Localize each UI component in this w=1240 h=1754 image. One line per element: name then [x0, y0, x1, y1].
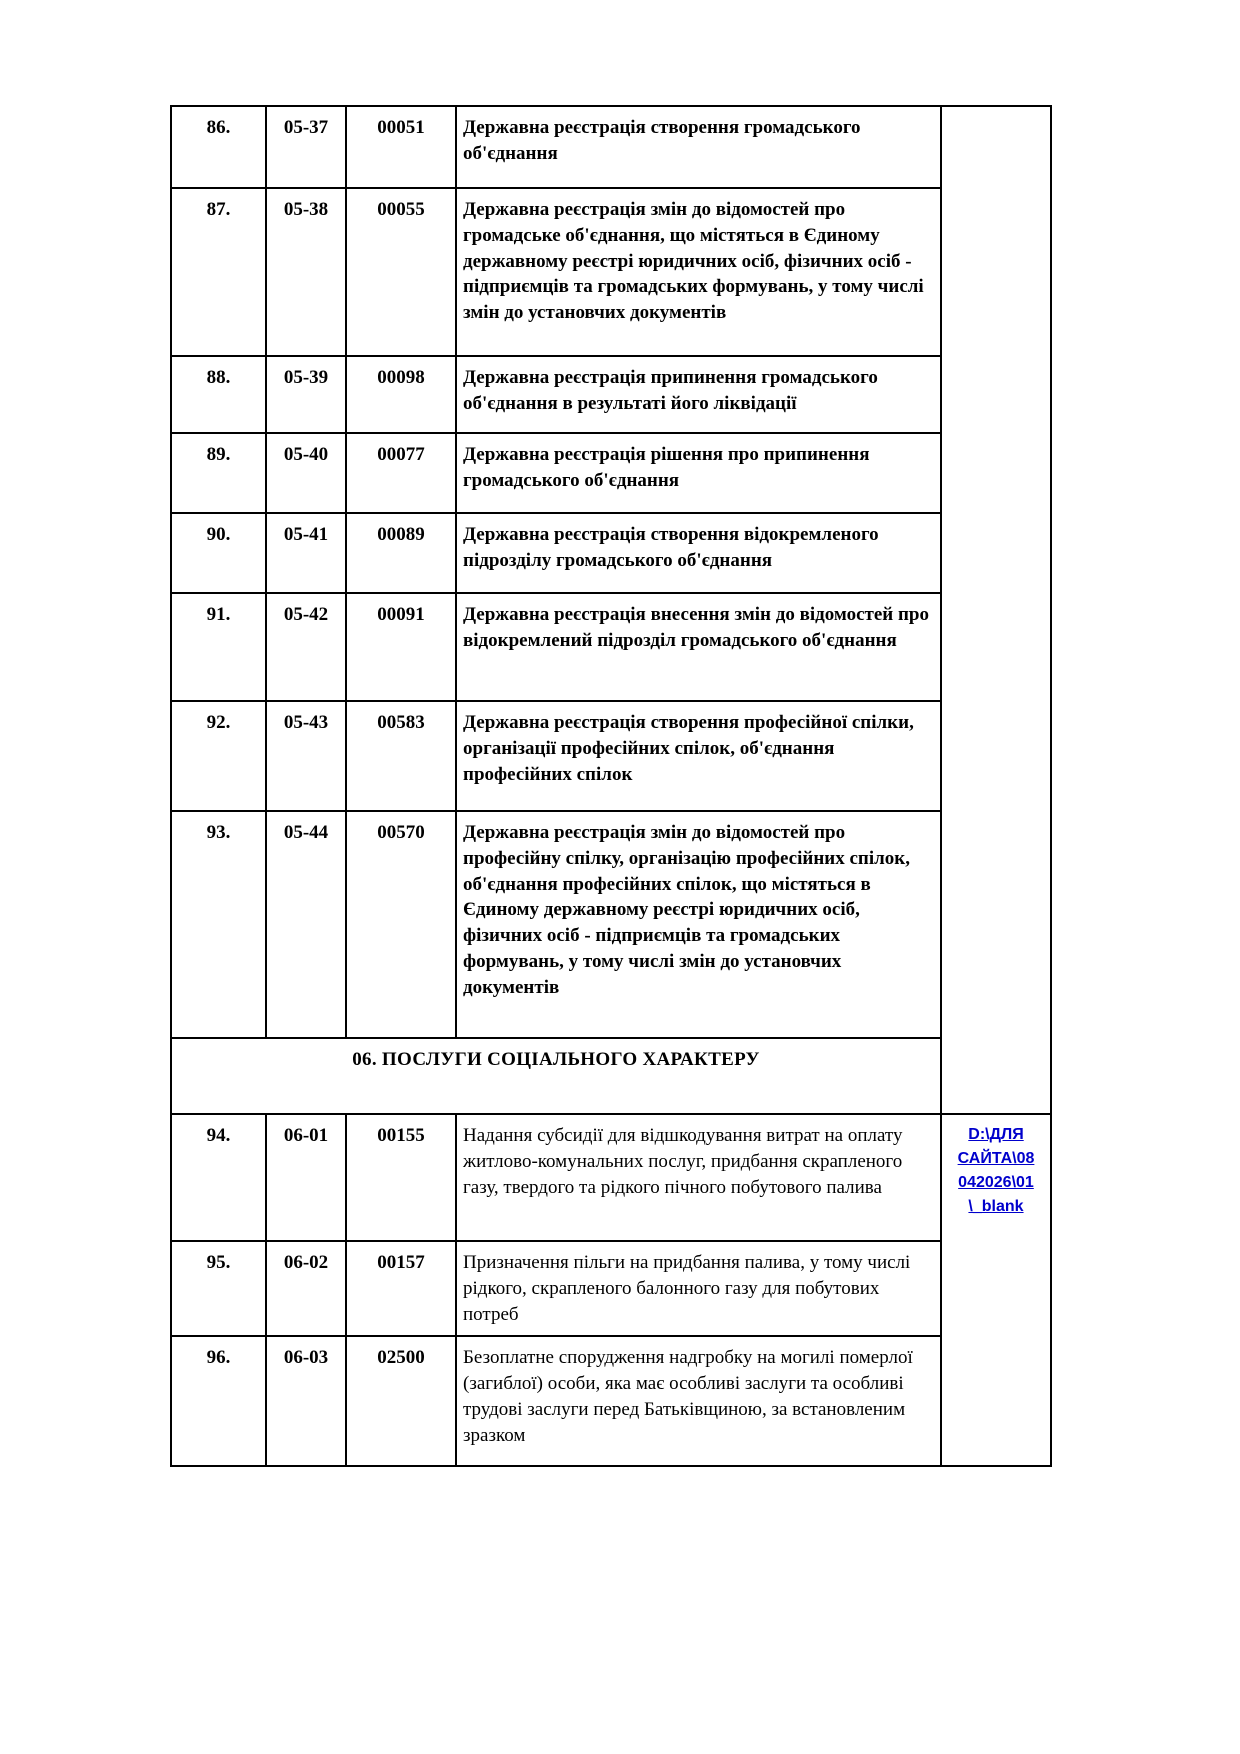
service-name-cell: Призначення пільги на придбання палива, у тому числі рідкого, скрапленого балонного газу для побутових потреб	[456, 1241, 941, 1336]
file-path-link-line: \_blank	[968, 1198, 1024, 1215]
table-row	[171, 106, 1051, 188]
service-code-cell: 06-01	[266, 1114, 346, 1241]
service-name-cell: Державна реєстрація створення громадського об'єднання	[456, 106, 941, 188]
service-code-cell: 05-38	[266, 188, 346, 356]
row-number-cell: 94.	[171, 1114, 266, 1241]
table-row	[171, 1336, 1051, 1466]
table-row	[171, 593, 1051, 701]
service-id-cell: 00091	[346, 593, 456, 701]
service-code-cell: 05-44	[266, 811, 346, 1038]
table-row	[171, 701, 1051, 811]
row-number-cell: 95.	[171, 1241, 266, 1336]
service-name-cell: Державна реєстрація змін до відомостей про громадське об'єднання, що містяться в Єдиному державному реєстрі юридичних осіб, фізичних осіб - підприємців та громадських формувань, у тому числі змін до установчих документів	[456, 188, 941, 356]
service-id-cell: 00157	[346, 1241, 456, 1336]
service-name-cell: Державна реєстрація рішення про припинення громадського об'єднання	[456, 433, 941, 513]
service-name-cell: Державна реєстрація внесення змін до відомостей про відокремлений підрозділ громадського об'єднання	[456, 593, 941, 701]
service-code-cell: 05-37	[266, 106, 346, 188]
service-name-cell: Державна реєстрація змін до відомостей про професійну спілку, організацію професійних спілок, об'єднання професійних спілок, що містяться в Єдиному державному реєстрі юридичних осіб, фізичних осіб - підприємців та громадських формувань, у тому числі змін до установчих документів	[456, 811, 941, 1038]
table-row	[171, 356, 1051, 433]
service-id-cell: 00098	[346, 356, 456, 433]
row-number-cell: 90.	[171, 513, 266, 593]
row-number-cell: 93.	[171, 811, 266, 1038]
services-table-body	[171, 106, 1051, 1466]
row-number-cell: 92.	[171, 701, 266, 811]
service-code-cell: 05-40	[266, 433, 346, 513]
file-path-link-line: D:\ДЛЯ	[968, 1126, 1024, 1143]
service-name-cell: Безоплатне спорудження надгробку на могилі померлої (загиблої) особи, яка має особливі заслуги та особливі трудові заслуги перед Батьківщиною, за встановленим зразком	[456, 1336, 941, 1466]
section-header-row	[171, 1038, 1051, 1114]
service-code-cell: 05-39	[266, 356, 346, 433]
table-row	[171, 1241, 1051, 1336]
service-name-cell: Державна реєстрація припинення громадського об'єднання в результаті його ліквідації	[456, 356, 941, 433]
row-number-cell: 89.	[171, 433, 266, 513]
service-id-cell: 00583	[346, 701, 456, 811]
service-id-cell: 00155	[346, 1114, 456, 1241]
services-table	[170, 105, 1052, 1467]
service-id-cell: 00570	[346, 811, 456, 1038]
service-id-cell: 00089	[346, 513, 456, 593]
table-row	[171, 1114, 1051, 1241]
note-cell	[941, 1114, 1051, 1466]
service-id-cell: 00077	[346, 433, 456, 513]
service-id-cell: 00051	[346, 106, 456, 188]
service-name-cell: Державна реєстрація створення відокремленого підрозділу громадського об'єднання	[456, 513, 941, 593]
row-number-cell: 86.	[171, 106, 266, 188]
service-name-cell: Державна реєстрація створення професійної спілки, організації професійних спілок, об'єднання професійних спілок	[456, 701, 941, 811]
note-column-empty-cell	[941, 106, 1051, 1114]
table-row	[171, 513, 1051, 593]
service-code-cell: 06-02	[266, 1241, 346, 1336]
service-id-cell: 02500	[346, 1336, 456, 1466]
service-id-cell: 00055	[346, 188, 456, 356]
section-header: 06. ПОСЛУГИ СОЦІАЛЬНОГО ХАРАКТЕРУ	[171, 1038, 941, 1114]
file-path-link-line: 042026\01	[958, 1174, 1034, 1191]
row-number-cell: 96.	[171, 1336, 266, 1466]
service-code-cell: 06-03	[266, 1336, 346, 1466]
file-path-link[interactable]	[948, 1123, 1044, 1219]
row-number-cell: 91.	[171, 593, 266, 701]
table-row	[171, 188, 1051, 356]
file-path-link-line: САЙТА\08	[957, 1150, 1035, 1167]
table-row	[171, 433, 1051, 513]
row-number-cell: 88.	[171, 356, 266, 433]
service-code-cell: 05-41	[266, 513, 346, 593]
service-code-cell: 05-43	[266, 701, 346, 811]
table-row	[171, 811, 1051, 1038]
service-name-cell: Надання субсидії для відшкодування витрат на оплату житлово-комунальних послуг, придбання скрапленого газу, твердого та рідкого пічного побутового палива	[456, 1114, 941, 1241]
row-number-cell: 87.	[171, 188, 266, 356]
service-code-cell: 05-42	[266, 593, 346, 701]
